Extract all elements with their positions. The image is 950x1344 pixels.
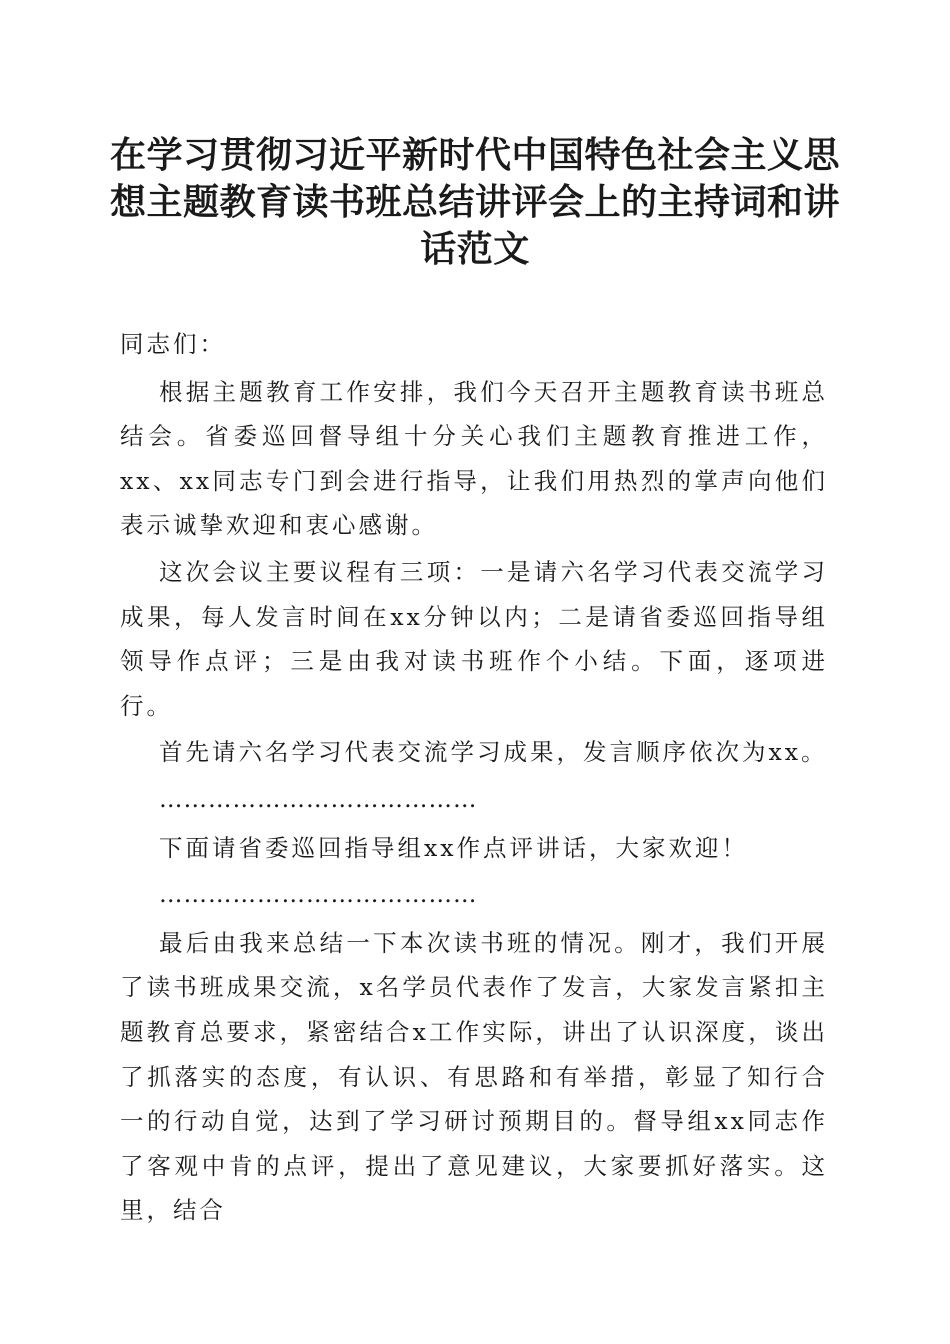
paragraph-first-item: 首先请六名学习代表交流学习成果，发言顺序依次为xx。 xyxy=(159,738,828,767)
ellipsis-separator: ………………………………… xyxy=(159,880,478,909)
ellipsis-separator: ………………………………… xyxy=(159,784,478,813)
document-body xyxy=(120,322,828,1233)
paragraph-second-item: 下面请省委巡回指导组xx作点评讲话，大家欢迎！ xyxy=(159,833,749,862)
greeting: 同志们： xyxy=(120,330,226,358)
paragraph-summary: 最后由我来总结一下本次读书班的情况。刚才，我们开展了读书班成果交流，x名学员代表作了发言，大家发言紧扣主题教育总要求，紧密结合x工作实际，讲出了认识深度，谈出了抓落实的态度，有认识、有思路和有举措，彰显了知行合一的行动自觉，达到了学习研讨预期目的。督导组xx同志作了客观中肯的点评，提出了意见建议，大家要抓好落实。这里，结合 xyxy=(120,928,828,1225)
paragraph-intro: 根据主题教育工作安排，我们今天召开主题教育读书班总结会。省委巡回督导组十分关心我们主题教育推进工作，xx、xx同志专门到会进行指导，让我们用热烈的掌声向他们表示诚挚欢迎和衷心感谢。 xyxy=(120,377,828,540)
document-title: 在学习贯彻习近平新时代中国特色社会主义思想主题教育读书班总结讲评会上的主持词和讲话范文 xyxy=(109,134,840,270)
paragraph-agenda: 这次会议主要议程有三项：一是请六名学习代表交流学习成果，每人发言时间在xx分钟以内；二是请省委巡回指导组领导作点评；三是由我对读书班作个小结。下面，逐项进行。 xyxy=(120,557,828,720)
